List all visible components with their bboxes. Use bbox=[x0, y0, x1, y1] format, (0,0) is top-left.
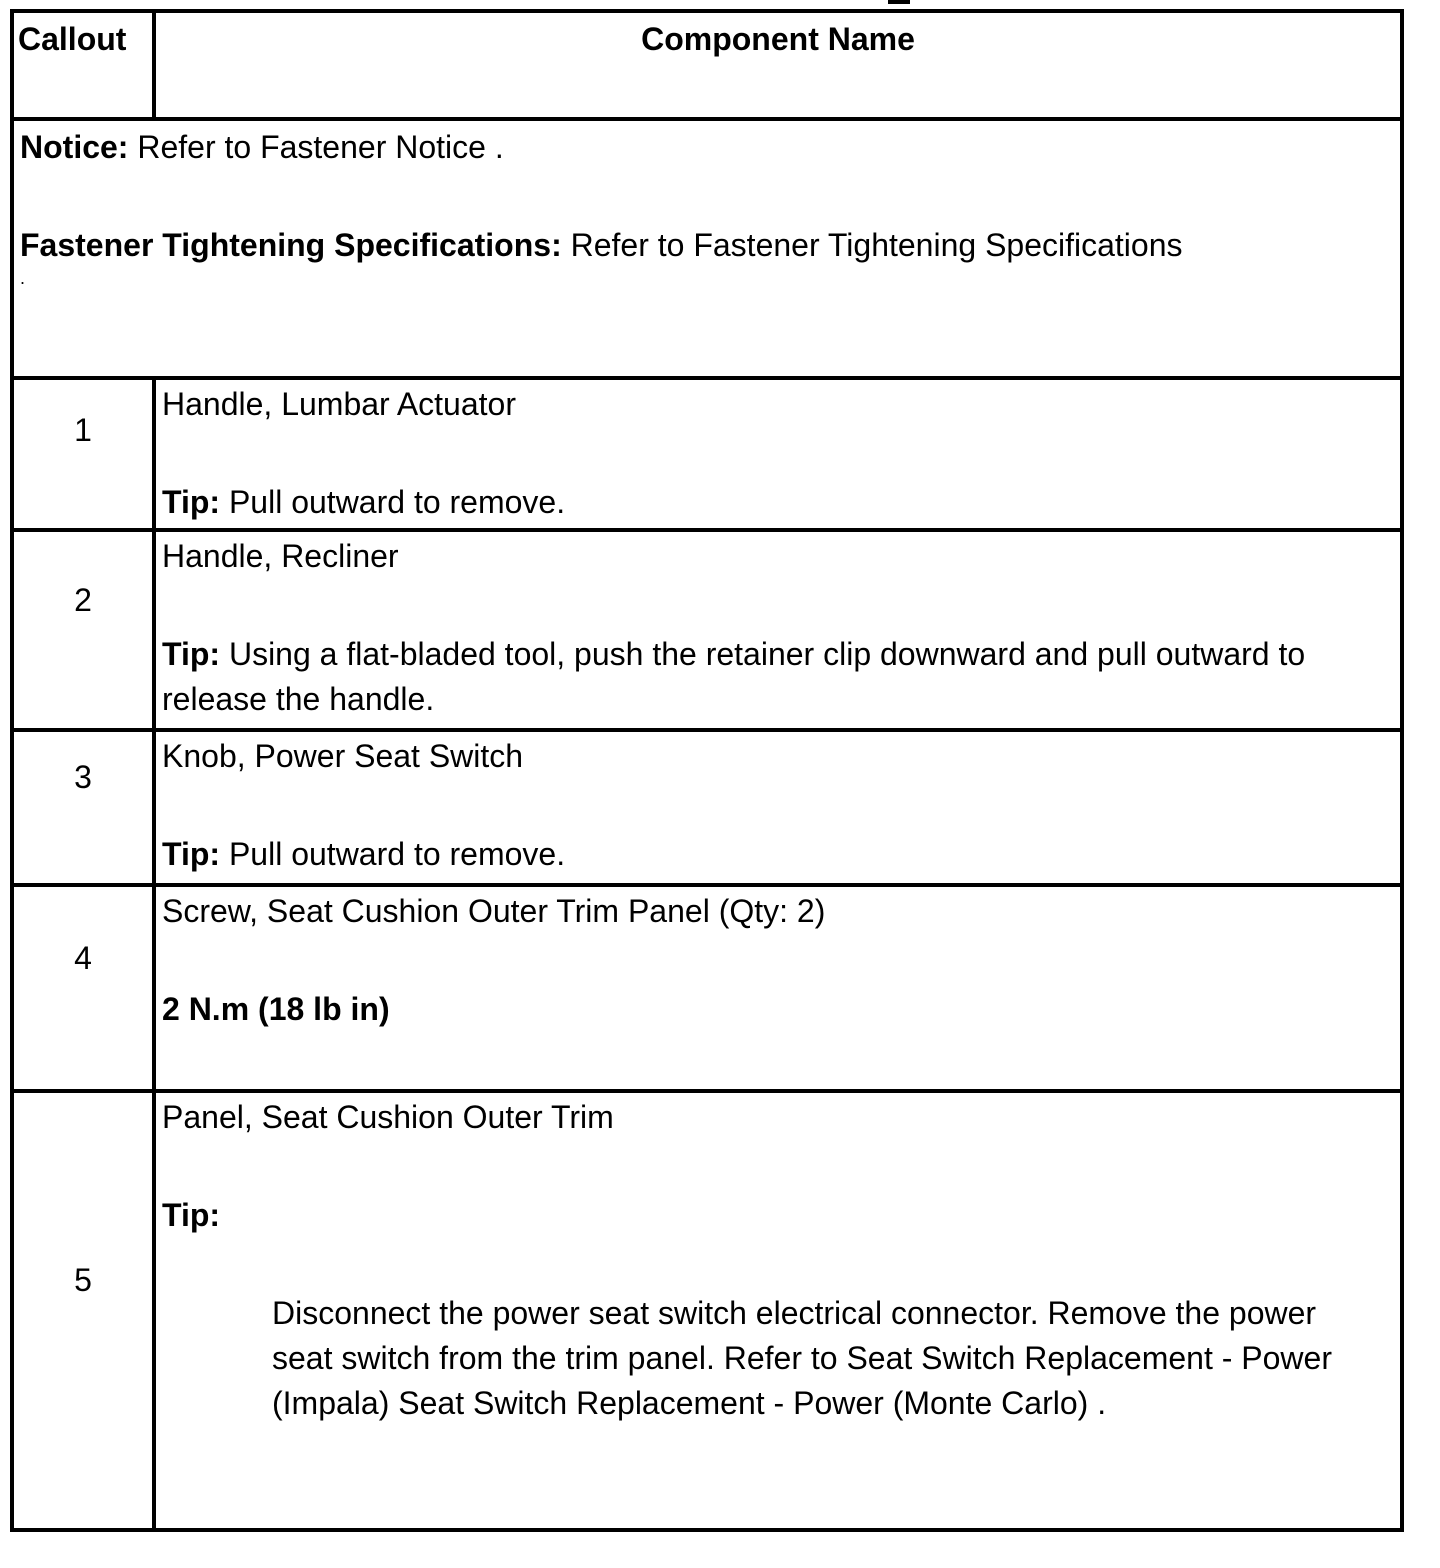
component-cell bbox=[154, 1091, 1402, 1530]
tip-label: Tip: bbox=[162, 1197, 221, 1233]
fastener-spec-trailing: . bbox=[20, 268, 26, 288]
tip-line bbox=[162, 480, 1384, 525]
component-cell bbox=[154, 530, 1402, 730]
component-name: Handle, Lumbar Actuator bbox=[162, 386, 516, 422]
table-row bbox=[12, 885, 1402, 1091]
notice-row bbox=[12, 119, 1402, 378]
fastener-spec-line bbox=[20, 223, 1390, 268]
torque-spec: 2 N.m (18 lb in) bbox=[162, 991, 390, 1027]
tip-label: Tip: bbox=[162, 836, 221, 872]
component-name: Handle, Recliner bbox=[162, 538, 399, 574]
tip-text: Using a flat-bladed tool, push the retainer clip downward and pull outward to release the handle. bbox=[162, 636, 1306, 717]
component-table bbox=[10, 9, 1404, 1532]
tip-line bbox=[162, 832, 1384, 877]
tip-text: Pull outward to remove. bbox=[228, 484, 566, 520]
table-row bbox=[12, 1091, 1402, 1530]
component-cell bbox=[154, 378, 1402, 530]
component-name: Panel, Seat Cushion Outer Trim bbox=[162, 1099, 614, 1135]
header-row bbox=[12, 11, 1402, 119]
table-row bbox=[12, 730, 1402, 885]
callout-number: 4 bbox=[12, 885, 154, 1091]
tip-label: Tip: bbox=[162, 636, 221, 672]
callout-number: 5 bbox=[12, 1091, 154, 1530]
fastener-spec-text: Refer to Fastener Tightening Specifications bbox=[570, 227, 1183, 263]
callout-number: 1 bbox=[12, 378, 154, 530]
component-cell bbox=[154, 885, 1402, 1091]
top-edge-mark bbox=[888, 0, 910, 4]
callout-number: 3 bbox=[12, 730, 154, 885]
tip-label: Tip: bbox=[162, 484, 221, 520]
tip-text: Pull outward to remove. bbox=[228, 836, 566, 872]
callout-header: Callout bbox=[12, 11, 154, 119]
component-name-header: Component Name bbox=[154, 11, 1402, 119]
component-cell bbox=[154, 730, 1402, 885]
table-row bbox=[12, 378, 1402, 530]
component-name: Screw, Seat Cushion Outer Trim Panel (Qty: 2) bbox=[162, 893, 826, 929]
notice-line bbox=[20, 125, 1390, 170]
tip-text: Disconnect the power seat switch electrical connector. Remove the power seat switch from the trim panel. Refer to Seat Switch Replacement - Power (Impala) Seat Switch Replacement - Power (Monte Carlo) . bbox=[272, 1295, 1332, 1421]
tip-line bbox=[162, 632, 1384, 722]
component-name: Knob, Power Seat Switch bbox=[162, 738, 524, 774]
table-row bbox=[12, 530, 1402, 730]
notice-cell bbox=[12, 119, 1402, 378]
fastener-spec-label: Fastener Tightening Specifications: bbox=[20, 227, 562, 263]
notice-label: Notice: bbox=[20, 129, 129, 165]
notice-text: Refer to Fastener Notice . bbox=[137, 129, 504, 165]
callout-number: 2 bbox=[12, 530, 154, 730]
